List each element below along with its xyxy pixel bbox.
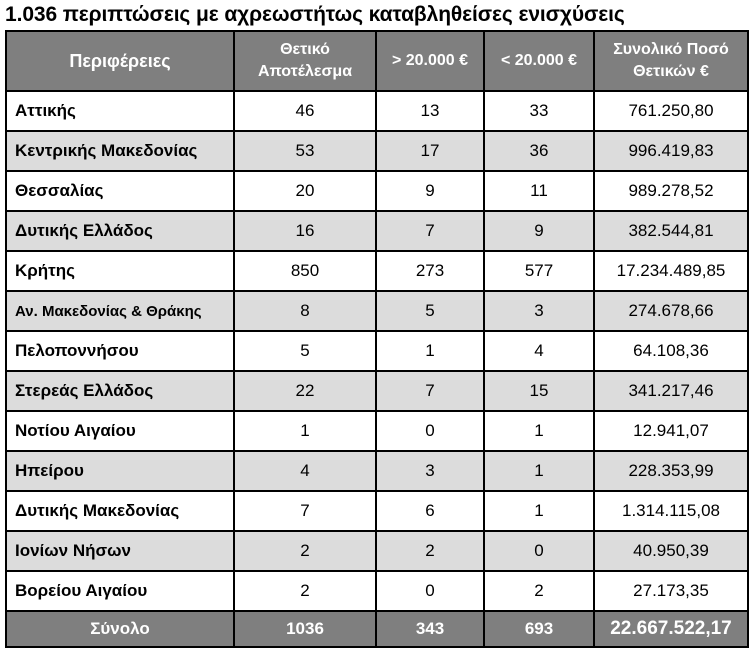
table-row bbox=[6, 411, 748, 451]
cell-over: 7 bbox=[376, 371, 484, 411]
cell-region: Δυτικής Μακεδονίας bbox=[6, 491, 234, 531]
cell-amount: 274.678,66 bbox=[594, 291, 748, 331]
cell-positive: 2 bbox=[234, 571, 376, 611]
cell-amount: 27.173,35 bbox=[594, 571, 748, 611]
table-row bbox=[6, 91, 748, 131]
cell-over: 6 bbox=[376, 491, 484, 531]
total-under: 693 bbox=[484, 611, 594, 647]
header-positive bbox=[234, 31, 376, 91]
cell-amount: 12.941,07 bbox=[594, 411, 748, 451]
cell-amount: 341.217,46 bbox=[594, 371, 748, 411]
cell-under: 1 bbox=[484, 491, 594, 531]
cell-positive: 4 bbox=[234, 451, 376, 491]
cell-under: 4 bbox=[484, 331, 594, 371]
header-total-amount-line1: Συνολικό Ποσό bbox=[613, 41, 729, 58]
header-total-amount bbox=[594, 31, 748, 91]
cell-positive: 53 bbox=[234, 131, 376, 171]
total-over: 343 bbox=[376, 611, 484, 647]
cell-positive: 5 bbox=[234, 331, 376, 371]
total-amount: 22.667.522,17 bbox=[594, 611, 748, 647]
regions-table bbox=[5, 30, 749, 648]
cell-region: Πελοποννήσου bbox=[6, 331, 234, 371]
table-row bbox=[6, 491, 748, 531]
table-row bbox=[6, 451, 748, 491]
header-positive-line1: Θετικό bbox=[280, 41, 330, 58]
cell-positive: 20 bbox=[234, 171, 376, 211]
cell-over: 9 bbox=[376, 171, 484, 211]
cell-under: 11 bbox=[484, 171, 594, 211]
cell-under: 0 bbox=[484, 531, 594, 571]
cell-region: Δυτικής Ελλάδος bbox=[6, 211, 234, 251]
cell-region: Κεντρικής Μακεδονίας bbox=[6, 131, 234, 171]
cell-region: Βορείου Αιγαίου bbox=[6, 571, 234, 611]
cell-under: 36 bbox=[484, 131, 594, 171]
cell-region: Θεσσαλίας bbox=[6, 171, 234, 211]
cell-positive: 22 bbox=[234, 371, 376, 411]
cell-over: 0 bbox=[376, 571, 484, 611]
cell-amount: 40.950,39 bbox=[594, 531, 748, 571]
cell-over: 2 bbox=[376, 531, 484, 571]
table-total-row bbox=[6, 611, 748, 647]
total-positive: 1036 bbox=[234, 611, 376, 647]
cell-positive: 16 bbox=[234, 211, 376, 251]
table-row bbox=[6, 251, 748, 291]
cell-over: 7 bbox=[376, 211, 484, 251]
table-header-row bbox=[6, 31, 748, 91]
cell-positive: 1 bbox=[234, 411, 376, 451]
header-region: Περιφέρειες bbox=[6, 31, 234, 91]
cell-amount: 989.278,52 bbox=[594, 171, 748, 211]
table-row bbox=[6, 291, 748, 331]
cell-region: Κρήτης bbox=[6, 251, 234, 291]
header-under: < 20.000 € bbox=[484, 31, 594, 91]
table-row bbox=[6, 211, 748, 251]
cell-under: 1 bbox=[484, 411, 594, 451]
table-row bbox=[6, 331, 748, 371]
table-row bbox=[6, 371, 748, 411]
table-row bbox=[6, 531, 748, 571]
cell-amount: 228.353,99 bbox=[594, 451, 748, 491]
cell-amount: 17.234.489,85 bbox=[594, 251, 748, 291]
cell-positive: 850 bbox=[234, 251, 376, 291]
cell-region: Ιονίων Νήσων bbox=[6, 531, 234, 571]
cell-amount: 1.314.115,08 bbox=[594, 491, 748, 531]
table-row bbox=[6, 171, 748, 211]
cell-under: 1 bbox=[484, 451, 594, 491]
header-total-amount-line2: Θετικών € bbox=[633, 63, 709, 80]
cell-amount: 761.250,80 bbox=[594, 91, 748, 131]
cell-under: 2 bbox=[484, 571, 594, 611]
cell-amount: 64.108,36 bbox=[594, 331, 748, 371]
table-row bbox=[6, 131, 748, 171]
cell-amount: 382.544,81 bbox=[594, 211, 748, 251]
cell-over: 3 bbox=[376, 451, 484, 491]
cell-over: 1 bbox=[376, 331, 484, 371]
cell-region: Αν. Μακεδονίας & Θράκης bbox=[6, 291, 234, 331]
cell-over: 17 bbox=[376, 131, 484, 171]
cell-positive: 8 bbox=[234, 291, 376, 331]
cell-over: 13 bbox=[376, 91, 484, 131]
cell-under: 577 bbox=[484, 251, 594, 291]
cell-region: Νοτίου Αιγαίου bbox=[6, 411, 234, 451]
cell-under: 9 bbox=[484, 211, 594, 251]
header-over: > 20.000 € bbox=[376, 31, 484, 91]
cell-positive: 7 bbox=[234, 491, 376, 531]
cell-under: 15 bbox=[484, 371, 594, 411]
cell-region: Ηπείρου bbox=[6, 451, 234, 491]
cell-amount: 996.419,83 bbox=[594, 131, 748, 171]
cell-region: Αττικής bbox=[6, 91, 234, 131]
page-title: 1.036 περιπτώσεις με αχρεωστήτως καταβληθείσες ενισχύσεις bbox=[5, 3, 625, 26]
cell-over: 273 bbox=[376, 251, 484, 291]
cell-positive: 2 bbox=[234, 531, 376, 571]
cell-positive: 46 bbox=[234, 91, 376, 131]
cell-region: Στερεάς Ελλάδος bbox=[6, 371, 234, 411]
table-row bbox=[6, 571, 748, 611]
cell-over: 0 bbox=[376, 411, 484, 451]
cell-under: 33 bbox=[484, 91, 594, 131]
total-label: Σύνολο bbox=[6, 611, 234, 647]
cell-under: 3 bbox=[484, 291, 594, 331]
header-positive-line2: Αποτέλεσμα bbox=[257, 63, 353, 80]
cell-over: 5 bbox=[376, 291, 484, 331]
